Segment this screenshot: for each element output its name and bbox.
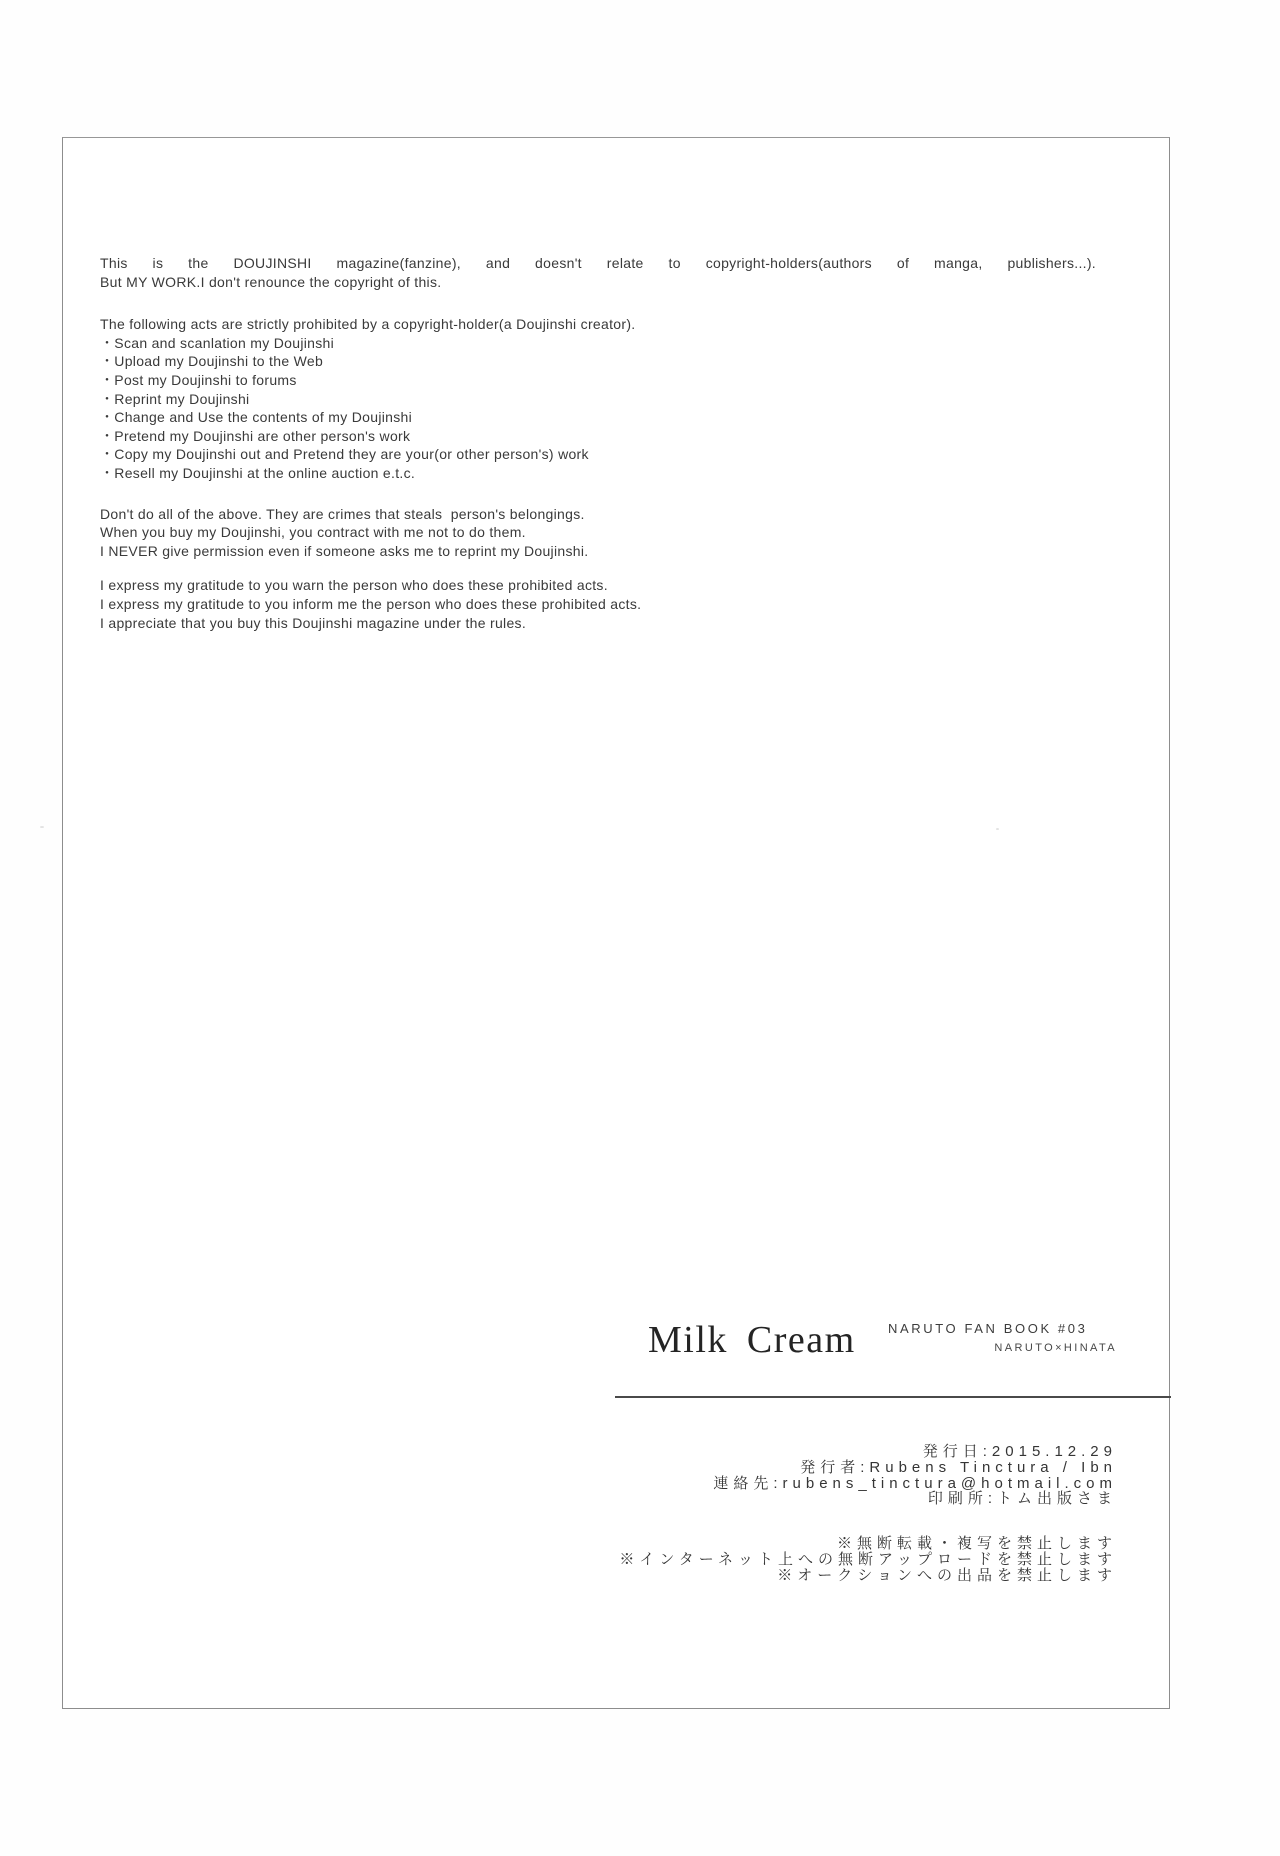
restriction-line: ※オークションへの出品を禁止します (777, 1566, 1117, 1584)
prohibited-item: ・Upload my Doujinshi to the Web (100, 353, 324, 370)
prohibited-item: ・Reprint my Doujinshi (100, 390, 250, 407)
prohibited-acts-paragraph (100, 315, 1096, 482)
pairing-label: NARUTO×HINATA (994, 1342, 1117, 1354)
publication-date: 発行日:2015.12.29 (922, 1443, 1117, 1460)
notice-line: This is the DOUJINSHI magazine(fanzine), and doesn't relate to copyright-holders(authors of manga, publishers...). (100, 255, 1096, 271)
prohibited-item: ・Change and Use the contents of my Doujinshi (100, 409, 413, 426)
notice-line: But MY WORK.I don't renounce the copyright of this. (100, 273, 442, 290)
gratitude-line: I appreciate that you buy this Doujinshi magazine under the rules. (100, 614, 527, 631)
restrictions-block (619, 1536, 1117, 1583)
warning-line: I NEVER give permission even if someone asks me to reprint my Doujinshi. (100, 542, 589, 559)
warning-paragraph (100, 505, 1096, 561)
colophon-divider-rule (615, 1396, 1171, 1398)
scan-speck (996, 828, 999, 830)
prohibited-item: ・Pretend my Doujinshi are other person's work (100, 427, 411, 444)
notice-paragraph-intro (100, 254, 1096, 291)
prohibited-item: ・Copy my Doujinshi out and Pretend they are your(or other person's) work (100, 446, 589, 463)
gratitude-line: I express my gratitude to you warn the person who does these prohibited acts. (100, 577, 608, 594)
scan-speck (40, 826, 44, 828)
warning-line: Don't do all of the above. They are crimes that steals person's belongings. (100, 505, 585, 522)
contact-email: 連絡先:rubens_tinctura@hotmail.com (713, 1474, 1117, 1492)
gratitude-line: I express my gratitude to you inform me the person who does these prohibited acts. (100, 595, 642, 612)
series-label: NARUTO FAN BOOK #03 (888, 1321, 1088, 1336)
warning-line: When you buy my Doujinshi, you contract with me not to do them. (100, 524, 526, 541)
prohibited-item: ・Scan and scanlation my Doujinshi (100, 334, 335, 351)
prohibited-intro-line: The following acts are strictly prohibited by a copyright-holder(a Doujinshi creator). (100, 316, 636, 333)
restriction-line: ※無断転載・複写を禁止します (836, 1535, 1117, 1552)
publisher-name: 発行者:Rubens Tinctura / Ibn (800, 1458, 1117, 1476)
restriction-line: ※インターネット上への無断アップロードを禁止します (619, 1550, 1117, 1568)
prohibited-item: ・Resell my Doujinshi at the online auction e.t.c. (100, 464, 416, 481)
copyright-notice-block (100, 254, 1096, 632)
prohibited-item: ・Post my Doujinshi to forums (100, 371, 297, 388)
book-title: Milk Cream (648, 1319, 856, 1361)
printer-name: 印刷所:トム出版さま (927, 1490, 1117, 1508)
gratitude-paragraph (100, 576, 1096, 632)
publication-info-block (713, 1444, 1117, 1507)
